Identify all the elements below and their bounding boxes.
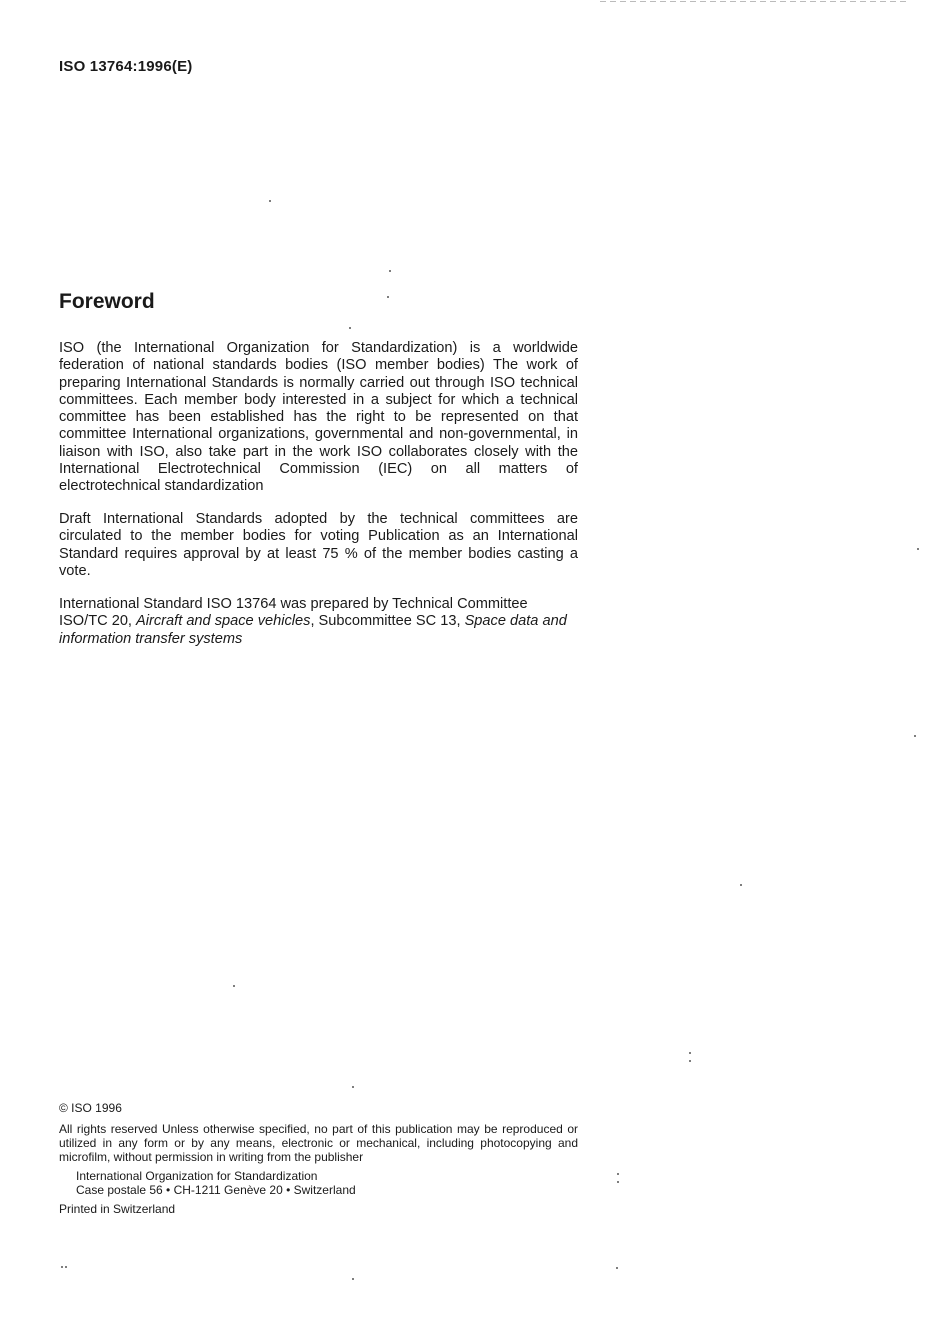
scan-speck xyxy=(689,1060,691,1062)
committee-title: Aircraft and space vehicles xyxy=(136,613,311,630)
foreword-paragraph-2: Draft International Standards adopted by the technical committees are circulated to the member bodies for voting Publication as an International Standard requires approval by at least 75 % of the member bodies casting a vote. xyxy=(59,511,578,579)
publisher-name: International Organization for Standardization xyxy=(76,1169,318,1183)
scan-edge-artifact xyxy=(600,1,910,2)
scan-speck xyxy=(617,1181,619,1183)
foreword-heading: Foreword xyxy=(59,290,155,313)
scan-speck xyxy=(914,735,916,737)
scan-speck xyxy=(689,1052,691,1054)
scan-speck xyxy=(65,1266,67,1268)
foreword-paragraph-1: ISO (the International Organization for Standardization) is a worldwide federation of national standards bodies (ISO member bodies) The work of preparing International Standards is normally carried out through ISO technical committees. Each member body interested in a subject for which a technical committee has been established has the right to be represented on that committee International organizations, governmental and non-governmental, in liaison with ISO, also take part in the work ISO collaborates closely with the International Electrotechnical Commission (IEC) on all matters of electrotechnical standardization xyxy=(59,340,578,495)
scan-speck xyxy=(352,1086,354,1088)
scan-speck xyxy=(617,1173,619,1175)
paragraph-3-text-1: International Standard ISO 13764 was prepared by Technical Committee ISO/TC 20, xyxy=(59,596,528,630)
subcommittee-title: Space data and information transfer systems xyxy=(59,613,567,647)
publisher-postal-address: Case postale 56 • CH-1211 Genève 20 • Switzerland xyxy=(76,1183,356,1197)
document-identifier: ISO 13764:1996(E) xyxy=(59,58,193,75)
copyright-notice: © ISO 1996 xyxy=(59,1101,122,1115)
scan-speck xyxy=(233,985,235,987)
rights-statement: All rights reserved Unless otherwise specified, no part of this publication may be reproduced or utilized in any form or by any means, electronic or mechanical, including photocopying and microfilm, without permission in writing from the publisher xyxy=(59,1122,578,1164)
foreword-paragraph-3 xyxy=(59,596,578,648)
publisher-address xyxy=(59,1169,578,1197)
scan-speck xyxy=(740,884,742,886)
copyright-block xyxy=(59,1101,578,1216)
scan-speck xyxy=(61,1266,63,1268)
scan-speck xyxy=(269,200,271,202)
paragraph-3-text-2: , Subcommittee SC 13, xyxy=(310,613,465,630)
scan-speck xyxy=(349,327,351,329)
printed-location: Printed in Switzerland xyxy=(59,1202,176,1216)
scan-speck xyxy=(352,1278,354,1280)
scan-speck xyxy=(389,270,391,272)
scan-speck xyxy=(387,296,389,298)
scan-speck xyxy=(917,548,919,550)
scan-speck xyxy=(616,1267,618,1269)
